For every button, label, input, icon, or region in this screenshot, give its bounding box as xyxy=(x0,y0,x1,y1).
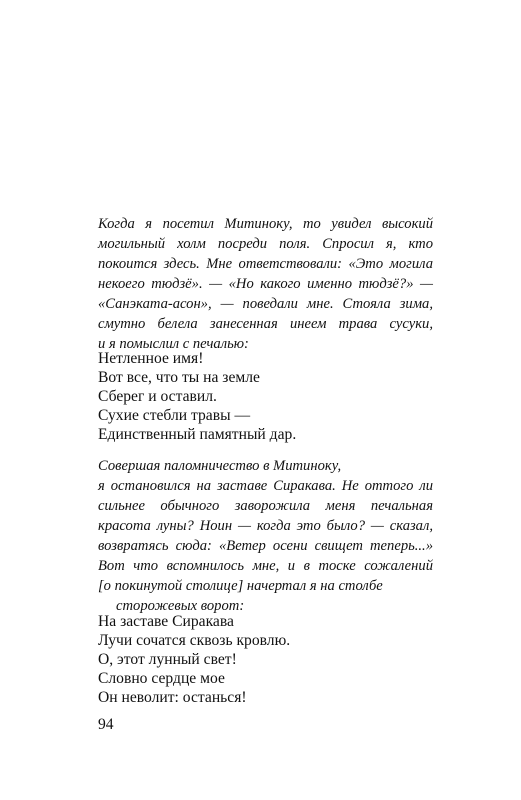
prose-line: сильнее обычного заворожила меня печальная xyxy=(98,498,433,514)
prose-line: сторожевых ворот: xyxy=(116,598,245,614)
poem-line: Вот все, что ты на земле xyxy=(98,369,260,386)
prose-line: Совершая паломничество в Митиноку, xyxy=(98,458,342,474)
prose-line: могильный холм посреди поля. Спросил я, кто xyxy=(98,236,433,252)
prose-line: покоится здесь. Мне ответствовали: «Это могила xyxy=(98,256,433,272)
poem-line: Нетленное имя! xyxy=(98,350,204,367)
prose-line: Вот что вспомнилось мне, и в тоске сожалений xyxy=(98,558,433,574)
poem-line: Он неволит: останься! xyxy=(98,689,247,706)
poem-line: Словно сердце мое xyxy=(98,670,225,687)
poem-line: Сухие стебли травы — xyxy=(98,407,251,424)
poem-2 xyxy=(98,612,290,707)
poem-1 xyxy=(98,349,296,444)
prose-line: и я помыслил с печалью: xyxy=(98,336,249,352)
poem-line: Сберег и оставил. xyxy=(98,388,217,405)
prose-line: возвратясь сюда: «Ветер осени свищет теперь...» xyxy=(98,538,433,554)
poem-line: О, этот лунный свет! xyxy=(98,651,237,668)
page-number: 94 xyxy=(98,716,114,733)
prose-passage-1 xyxy=(98,214,433,354)
prose-line: [о покинутой столице] начертал я на столбе xyxy=(98,578,383,594)
prose-passage-2 xyxy=(98,456,433,616)
prose-line: я остановился на заставе Сиракава. Не оттого ли xyxy=(98,478,433,494)
prose-line: некоего тюдзё». — «Но какого именно тюдзё?» — xyxy=(98,276,433,292)
poem-line: На заставе Сиракава xyxy=(98,613,234,630)
prose-line: Когда я посетил Митиноку, то увидел высокий xyxy=(98,216,433,232)
poem-line: Лучи сочатся сквозь кровлю. xyxy=(98,632,291,649)
prose-line: красота луны? Ноин — когда это было? — сказал, xyxy=(98,518,433,534)
prose-line: «Санэката-асон», — поведали мне. Стояла зима, xyxy=(98,296,433,312)
prose-line: смутно белела занесенная инеем трава сусуки, xyxy=(98,316,433,332)
poem-line: Единственный памятный дар. xyxy=(98,426,297,443)
